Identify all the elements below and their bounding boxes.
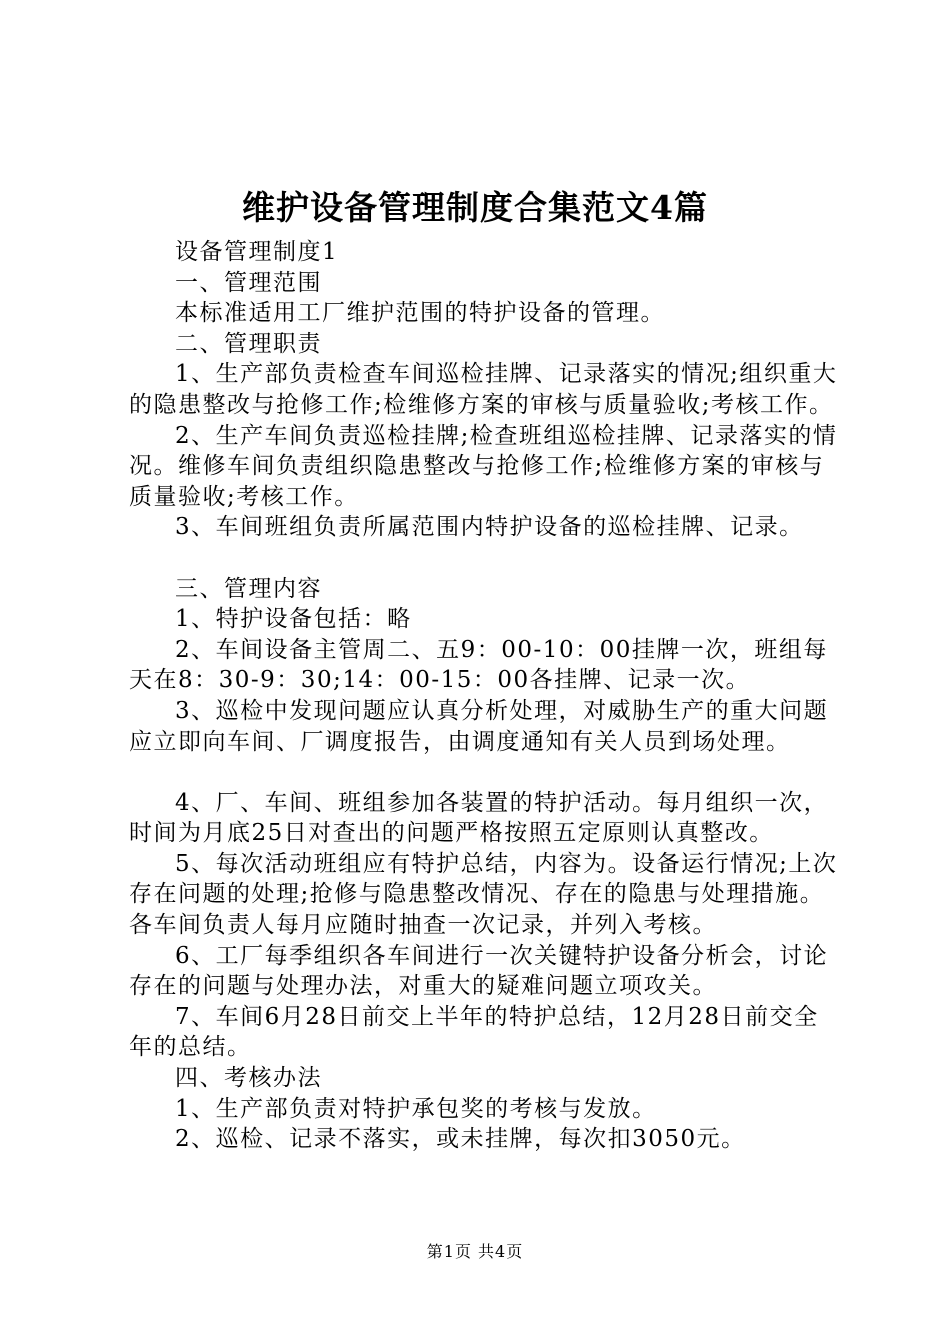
paragraph: 本标准适用工厂维护范围的特护设备的管理。 [175,300,665,327]
section-heading: 二、管理职责 [175,330,322,357]
paragraph: 1、特护设备包括：略 [175,606,412,633]
document-body [129,237,839,1155]
page-number-footer: 第1页 共4页 [426,1242,524,1261]
blank-line [129,543,839,574]
document-title: 维护设备管理制度合集范文4篇 [242,188,708,227]
paragraph: 4、厂、车间、班组参加各装置的特护活动。每月组织一次，时间为月底25日对查出的问题严格按照五定原则认真整改。 [129,789,829,847]
section-heading: 四、考核办法 [175,1065,322,1092]
paragraph: 3、巡检中发现问题应认真分析处理，对威胁生产的重大问题应立即向车间、厂调度报告，由调度通知有关人员到场处理。 [129,697,829,755]
paragraph: 7、车间6月28日前交上半年的特护总结，12月28日前交全年的总结。 [129,1003,819,1061]
paragraph: 1、生产部负责对特护承包奖的考核与发放。 [175,1095,657,1122]
paragraph: 2、生产车间负责巡检挂牌;检查班组巡检挂牌、记录落实的情况。维修车间负责组织隐患整改与抢修工作;检维修方案的审核与质量验收;考核工作。 [129,422,838,510]
paragraph: 2、巡检、记录不落实，或未挂牌，每次扣3050元。 [175,1126,746,1153]
section-heading: 一、管理范围 [175,269,322,296]
blank-line [129,757,839,788]
paragraph: 5、每次活动班组应有特护总结，内容为。设备运行情况;上次存在问题的处理;抢修与隐患整改情况、存在的隐患与处理措施。各车间负责人每月应随时抽查一次记录，并列入考核。 [129,850,838,939]
paragraph: 设备管理制度1 [175,239,339,265]
paragraph: 3、车间班组负责所属范围内特护设备的巡检挂牌、记录。 [175,514,804,541]
paragraph: 1、生产部负责检查车间巡检挂牌、记录落实的情况;组织重大的隐患整改与抢修工作;检维修方案的审核与质量验收;考核工作。 [129,361,838,418]
paragraph: 6、工厂每季组织各车间进行一次关键特护设备分析会，讨论存在的问题与处理办法，对重大的疑难问题立项攻关。 [129,942,829,1000]
paragraph: 2、车间设备主管周二、五9：00-10：00挂牌一次，班组每天在8：30-9：30;14：00-15：00各挂牌、记录一次。 [129,636,828,694]
section-heading: 三、管理内容 [175,575,322,602]
